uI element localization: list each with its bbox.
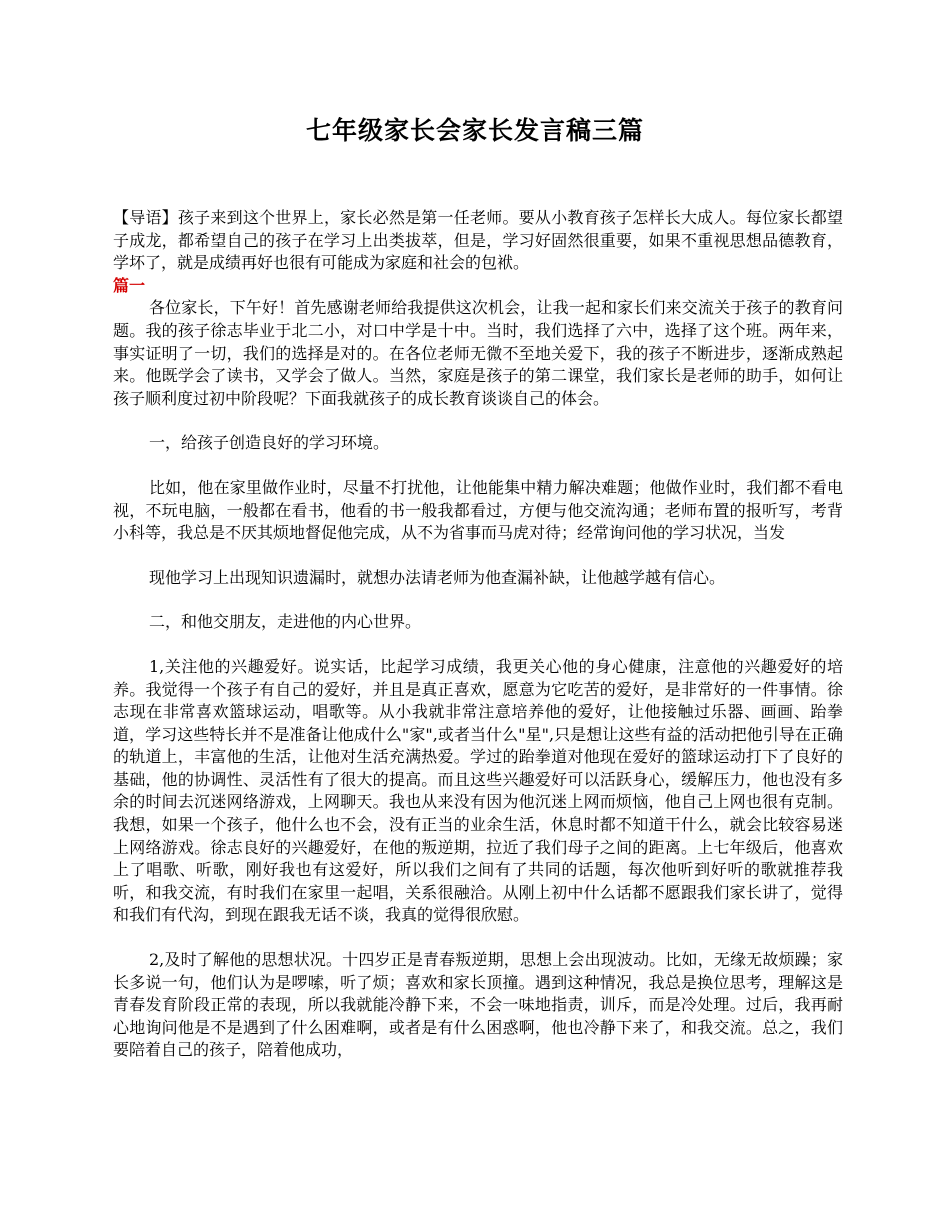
body-paragraph: 2,及时了解他的思想状况。十四岁正是青春叛逆期，思想上会出现波动。比如，无缘无故烦躁；家长多说一句，他们认为是啰嗦，听了烦；喜欢和家长顶撞。遇到这种情况，我总是换位思考，理解这是青春发育阶段正常的表现，所以我就能冷静下来，不会一味地指责，训斥，而是冷处理。过后，我再耐心地询问他是不是遇到了什么困难啊，或者是有什么困惑啊，他也冷静下来了，和我交流。总之，我们要陪着自己的孩子，陪着他成功， (113, 950, 843, 1060)
heading-paragraph: 二，和他交朋友，走进他的内心世界。 (149, 612, 422, 632)
body-paragraph: 比如，他在家里做作业时，尽量不打扰他，让他能集中精力解决难题；他做作业时，我们都不看电视，不玩电脑，一般都在看书，他看的书一般我都看过，方便与他交流沟通；老师布置的报听写，考背小科等，我总是不厌其烦地督促他完成，从不为省事而马虎对待；经常询问他的学习状况，当发 (113, 477, 843, 543)
body-paragraph: 各位家长，下午好！首先感谢老师给我提供这次机会，让我一起和家长们来交流关于孩子的教育问题。我的孩子徐志毕业于北二小，对口中学是十中。当时，我们选择了六中，选择了这个班。两年来，事实证明了一切，我们的选择是对的。在各位老师无微不至地关爱下，我的孩子不断进步，逐渐成熟起来。他既学会了读书，又学会了做人。当然，家庭是孩子的第二课堂，我们家长是老师的助手，如何让孩子顺利度过初中阶段呢？下面我就孩子的成长教育谈谈自己的体会。 (113, 298, 843, 408)
intro-paragraph: 【导语】孩子来到这个世界上，家长必然是第一任老师。要从小教育孩子怎样长大成人。每位家长都望子成龙，都希望自己的孩子在学习上出类拔萃，但是，学习好固然很重要，如果不重视思想品德教育，学坏了，就是成绩再好也很有可能成为家庭和社会的包袱。 (113, 208, 843, 273)
body-paragraph: 现他学习上出现知识遗漏时，就想办法请老师为他查漏补缺，让他越学越有信心。 (149, 567, 726, 587)
heading-paragraph: 一，给孩子创造良好的学习环境。 (149, 433, 390, 453)
document-body (113, 207, 843, 1062)
section-label: 篇一 (113, 275, 146, 295)
body-paragraph: 1,关注他的兴趣爱好。说实话，比起学习成绩，我更关心他的身心健康，注意他的兴趣爱好的培养。我觉得一个孩子有自己的爱好，并且是真正喜欢，愿意为它吃苦的爱好，是非常好的一件事情。徐志现在非常喜欢篮球运动，唱歌等。从小我就非常注意培养他的爱好，让他接触过乐器、画画、跆拳道，学习这些特长并不是准备让他成什么"家",或者当什么"星",只是想让这些有益的活动把他引导在正确的轨道上，丰富他的生活，让他对生活充满热爱。学过的跆拳道对他现在爱好的篮球运动打下了良好的基础，他的协调性、灵活性有了很大的提高。而且这些兴趣爱好可以活跃身心，缓解压力，他也没有多余的时间去沉迷网络游戏，上网聊天。我也从来没有因为他沉迷上网而烦恼，他自己上网也很有克制。我想，如果一个孩子，他什么也不会，没有正当的业余生活，休息时都不知道干什么，就会比较容易迷上网络游戏。徐志良好的兴趣爱好，在他的叛逆期，拉近了我们母子之间的距离。上七年级后，他喜欢上了唱歌、听歌，刚好我也有这爱好，所以我们之间有了共同的话题，每次他听到好听的歌就推荐我听，和我交流，有时我们在家里一起唱，关系很融洽。从刚上初中什么话都不愿跟我们家长讲了，觉得和我们有代沟，到现在跟我无话不谈，我真的觉得很欣慰。 (113, 656, 843, 925)
document-title: 七年级家长会家长发言稿三篇 (305, 116, 644, 145)
